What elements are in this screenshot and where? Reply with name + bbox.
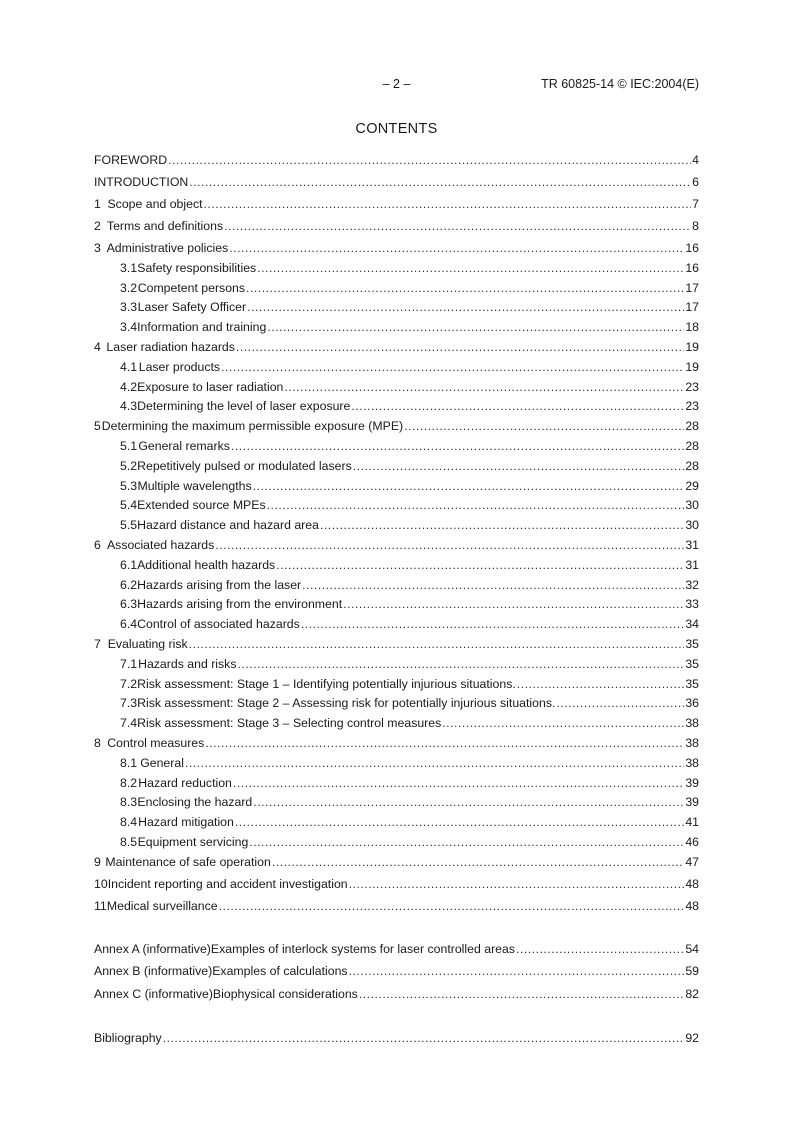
page-reference: 38	[685, 755, 699, 770]
dot-leader	[235, 814, 684, 830]
page-reference: 41	[685, 815, 699, 830]
page-reference: 54	[685, 941, 699, 956]
entry-title: Examples of interlock systems for laser controlled areas	[210, 941, 516, 956]
section-number: 9	[94, 854, 101, 869]
dot-leader	[556, 695, 684, 711]
page-reference: 19	[685, 359, 699, 374]
entry-title: Risk assessment: Stage 1 – Identifying potentially injurious situations.	[137, 676, 516, 691]
section-number: 11	[94, 898, 107, 913]
section-number: 7.3	[120, 696, 138, 711]
toc-entry[interactable]	[120, 814, 699, 830]
page-reference: 8	[692, 219, 699, 233]
annex-entry[interactable]	[94, 963, 699, 979]
toc-entry[interactable]	[120, 557, 699, 573]
annex-name: Annex B (informative)	[94, 964, 213, 979]
section-number: 8.3	[120, 795, 138, 810]
section-number: 6	[94, 538, 101, 552]
annex-entry[interactable]	[94, 941, 699, 957]
page-reference: 16	[685, 241, 699, 255]
section-number: 6.3	[120, 597, 138, 612]
dot-leader	[320, 517, 684, 533]
page-reference: 92	[685, 1031, 699, 1046]
section-number: 7.2	[120, 676, 138, 691]
dot-leader	[276, 557, 684, 573]
page-reference: 16	[685, 260, 699, 275]
entry-title: Hazards and risks	[138, 656, 237, 671]
section-number: 3.2	[120, 280, 138, 295]
toc-entry[interactable]	[120, 834, 699, 850]
toc-entry[interactable]	[120, 656, 699, 672]
toc-entry[interactable]	[94, 152, 699, 168]
entry-title: Hazard distance and hazard area	[137, 518, 319, 533]
section-number: 5.1	[120, 439, 138, 453]
section-number: 4.2	[120, 379, 138, 394]
entry-title: Equipment servicing	[137, 835, 249, 849]
toc-entry[interactable]	[120, 775, 699, 791]
dot-leader	[267, 497, 685, 513]
entry-title: Laser Safety Officer	[137, 300, 247, 315]
section-number: 3.3	[120, 300, 138, 315]
toc-entry[interactable]	[94, 339, 699, 355]
toc-entry[interactable]	[120, 517, 699, 533]
entry-title: Administrative policies	[106, 241, 229, 255]
section-number: 6.4	[120, 617, 138, 632]
annex-entry[interactable]	[94, 986, 699, 1002]
contents-title: CONTENTS	[355, 121, 438, 137]
page-reference: 30	[685, 498, 699, 513]
section-number: 7.1	[120, 656, 138, 671]
toc-entry[interactable]	[120, 280, 699, 296]
entry-title: Competent persons	[137, 280, 246, 295]
entry-title: General	[140, 755, 184, 770]
toc-entry[interactable]	[120, 478, 699, 494]
toc-entry[interactable]	[120, 676, 699, 692]
entry-title: Repetitively pulsed or modulated lasers	[137, 458, 352, 473]
page-reference: 39	[685, 795, 699, 810]
page-reference: 28	[685, 439, 699, 453]
section-number: 4.1	[120, 359, 138, 374]
entry-title: Control measures	[107, 736, 205, 750]
page-reference: 23	[685, 399, 699, 414]
section-number: 6.2	[120, 577, 138, 592]
entry-title: Hazards arising from the environment	[137, 597, 343, 612]
toc-entry[interactable]	[120, 794, 699, 810]
entry-title: Examples of calculations	[212, 964, 348, 979]
dot-leader	[215, 537, 684, 553]
toc-entry[interactable]	[94, 218, 699, 234]
toc-entry[interactable]	[120, 715, 699, 731]
toc-entry[interactable]	[120, 616, 699, 632]
section-number: 3	[94, 241, 101, 255]
section-number: 2	[94, 219, 101, 233]
dot-leader	[168, 152, 691, 168]
section-number: 6.1	[120, 557, 138, 572]
entry-title: Additional health hazards	[137, 557, 276, 572]
page-reference: 18	[685, 320, 699, 335]
toc-entry[interactable]	[94, 537, 699, 553]
section-number: 5.3	[120, 478, 138, 493]
entry-title: General remarks	[138, 439, 230, 453]
dot-leader	[189, 174, 691, 190]
toc-entry[interactable]	[94, 240, 699, 256]
dot-leader	[343, 596, 684, 612]
toc-entry[interactable]	[120, 438, 699, 454]
entry-title: Determining the maximum permissible exposure (MPE)	[101, 419, 404, 434]
entry-title: Multiple wavelengths	[137, 478, 252, 493]
page-reference: 19	[685, 340, 699, 354]
toc-entry[interactable]	[120, 398, 699, 414]
page-number: – 2 –	[382, 77, 411, 91]
page-reference: 17	[685, 300, 699, 315]
section-number: 8	[94, 736, 101, 750]
dot-leader	[359, 986, 684, 1002]
page-reference: 59	[685, 964, 699, 979]
section-number: 1	[94, 197, 101, 211]
section-number: 7.4	[120, 716, 138, 731]
page-reference: 82	[685, 986, 699, 1001]
entry-title: Medical surveillance	[106, 898, 218, 913]
page-reference: 46	[685, 835, 699, 849]
toc-entry[interactable]	[120, 577, 699, 593]
page-reference: 39	[685, 775, 699, 790]
page-reference: 28	[685, 419, 699, 434]
entry-title: Laser radiation hazards	[106, 340, 235, 354]
toc-entry[interactable]	[94, 735, 699, 751]
toc-entry[interactable]	[120, 379, 699, 395]
dot-leader	[253, 794, 684, 810]
section-number: 5.5	[120, 518, 138, 533]
entry-title: Associated hazards	[106, 538, 215, 552]
entry-title: Risk assessment: Stage 3 – Selecting control measures	[137, 716, 442, 731]
section-number: 5	[94, 419, 101, 434]
dot-leader	[404, 418, 684, 434]
dot-leader	[237, 656, 684, 672]
page-reference: 48	[685, 876, 699, 891]
toc-entry[interactable]	[120, 497, 699, 513]
dot-leader	[231, 438, 684, 454]
page-reference: 28	[685, 458, 699, 473]
page-reference: 48	[685, 898, 699, 913]
toc-entry[interactable]	[94, 636, 699, 652]
dot-leader	[517, 676, 685, 692]
page-reference: 47	[685, 854, 699, 869]
dot-leader	[301, 616, 685, 632]
page-reference: 31	[685, 557, 699, 572]
page-reference: 35	[685, 656, 699, 671]
page-reference: 4	[692, 153, 699, 167]
page-reference: 38	[685, 716, 699, 731]
toc-entry[interactable]	[94, 418, 699, 434]
dot-leader	[516, 941, 684, 957]
dot-leader	[302, 577, 684, 593]
entry-title: Bibliography	[94, 1031, 162, 1046]
dot-leader	[272, 854, 684, 870]
section-number: 7	[94, 637, 101, 651]
dot-leader	[229, 240, 684, 256]
page-reference: 31	[685, 538, 699, 552]
toc-entry[interactable]	[94, 174, 699, 190]
dot-leader	[185, 755, 684, 771]
dot-leader	[351, 398, 684, 414]
toc-entry[interactable]	[94, 876, 699, 892]
section-number: 3.1	[120, 260, 138, 275]
annex-name: Annex A (informative)	[94, 941, 211, 956]
dot-leader	[236, 339, 684, 355]
toc-entry[interactable]	[94, 898, 699, 914]
entry-title: Information and training	[137, 320, 267, 335]
dot-leader	[163, 1030, 685, 1046]
section-number: 4	[94, 340, 101, 354]
entry-title: Control of associated hazards	[137, 617, 300, 632]
entry-title: Hazards arising from the laser	[137, 577, 302, 592]
dot-leader	[349, 963, 685, 979]
dot-leader	[442, 715, 684, 731]
page-header	[94, 77, 699, 93]
entry-title: Laser products	[138, 359, 221, 374]
entry-title: Terms and definitions	[106, 219, 224, 233]
dot-leader	[249, 834, 684, 850]
entry-title: Hazard reduction	[138, 775, 232, 790]
section-number: 5.4	[120, 498, 138, 513]
entry-title: Exposure to laser radiation	[137, 379, 284, 394]
dot-leader	[221, 359, 684, 375]
toc-entry[interactable]	[120, 359, 699, 375]
section-number: 8.1	[120, 755, 138, 770]
page-reference: 38	[685, 736, 699, 750]
dot-leader	[247, 299, 684, 315]
toc-entry[interactable]	[120, 260, 699, 276]
page-reference: 34	[685, 617, 699, 632]
entry-title: Risk assessment: Stage 2 – Assessing risk for potentially injurious situations.	[137, 696, 556, 711]
section-number: 5.2	[120, 458, 138, 473]
entry-title: FOREWORD	[94, 153, 168, 167]
entry-title: Incident reporting and accident investigation	[107, 876, 348, 891]
section-number: 8.4	[120, 815, 138, 830]
toc-entry[interactable]	[120, 695, 699, 711]
toc-entry[interactable]	[94, 196, 699, 212]
entry-title: Evaluating risk	[107, 637, 188, 651]
bibliography-entry[interactable]	[94, 1030, 699, 1046]
entry-title: INTRODUCTION	[94, 175, 189, 189]
document-id: TR 60825-14 © IEC:2004(E)	[541, 77, 699, 91]
dot-leader	[233, 775, 684, 791]
entry-title: Biophysical considerations	[212, 986, 358, 1001]
page-reference: 33	[685, 597, 699, 612]
page-reference: 6	[692, 175, 699, 189]
page-reference: 35	[685, 637, 699, 651]
toc-entry[interactable]	[94, 854, 699, 870]
dot-leader	[219, 898, 685, 914]
section-number: 8.2	[120, 775, 138, 790]
page-reference: 17	[685, 280, 699, 295]
toc-entry[interactable]	[120, 458, 699, 474]
page-reference: 7	[692, 197, 699, 211]
dot-leader	[353, 458, 685, 474]
page-reference: 32	[685, 577, 699, 592]
entry-title: Enclosing the hazard	[137, 795, 253, 810]
entry-title: Scope and object	[107, 197, 203, 211]
dot-leader	[189, 636, 685, 652]
entry-title: Safety responsibilities	[137, 260, 257, 275]
toc-entry[interactable]	[120, 319, 699, 335]
section-number: 8.5	[120, 835, 138, 849]
annex-name: Annex C (informative)	[94, 986, 213, 1001]
section-number: 3.4	[120, 320, 138, 335]
dot-leader	[257, 260, 684, 276]
toc-entry[interactable]	[120, 299, 699, 315]
page-reference: 23	[685, 379, 699, 394]
entry-title: Maintenance of safe operation	[105, 854, 271, 869]
section-number: 4.3	[120, 399, 138, 414]
dot-leader	[284, 379, 684, 395]
page-reference: 35	[685, 676, 699, 691]
dot-leader	[253, 478, 685, 494]
dot-leader	[349, 876, 685, 892]
page-reference: 36	[685, 696, 699, 711]
entry-title: Determining the level of laser exposure	[137, 399, 351, 414]
section-number: 10	[94, 876, 108, 891]
toc-entry[interactable]	[120, 755, 699, 771]
page-reference: 30	[685, 518, 699, 533]
dot-leader	[224, 218, 691, 234]
dot-leader	[246, 280, 684, 296]
dot-leader	[204, 196, 692, 212]
dot-leader	[205, 735, 684, 751]
dot-leader	[267, 319, 684, 335]
page-reference: 29	[685, 478, 699, 493]
toc-entry[interactable]	[120, 596, 699, 612]
entry-title: Extended source MPEs	[137, 498, 266, 513]
entry-title: Hazard mitigation	[138, 815, 234, 830]
